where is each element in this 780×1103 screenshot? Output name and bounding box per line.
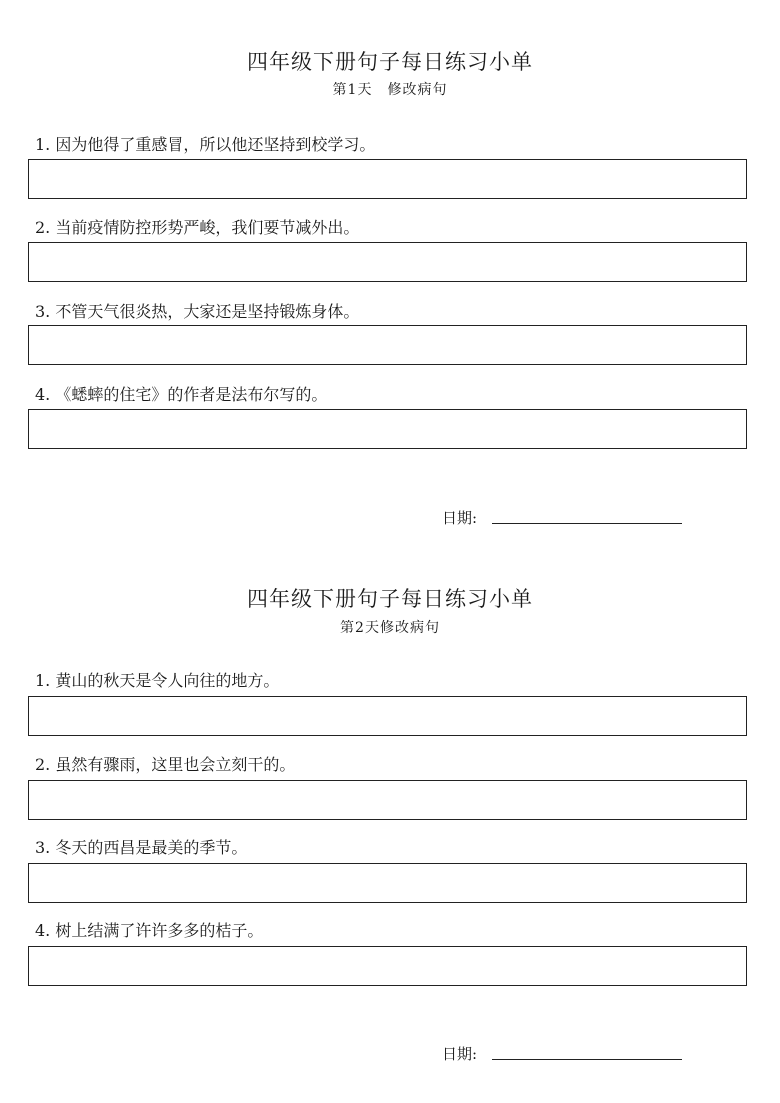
date-input-line[interactable] bbox=[492, 506, 682, 524]
question-3-text: 3. 冬天的西昌是最美的季节。 bbox=[35, 838, 248, 857]
answer-box-4[interactable] bbox=[28, 409, 747, 449]
question-2-text: 2. 虽然有骤雨，这里也会立刻干的。 bbox=[35, 755, 296, 774]
question-1-text: 1. 因为他得了重感冒，所以他还坚持到校学习。 bbox=[35, 135, 376, 154]
answer-box-3[interactable] bbox=[28, 863, 747, 903]
answer-box-2[interactable] bbox=[28, 242, 747, 282]
answer-box-3[interactable] bbox=[28, 325, 747, 365]
sheet-title: 四年级下册句子每日练习小单 bbox=[247, 587, 533, 611]
sheet-title: 四年级下册句子每日练习小单 bbox=[247, 50, 533, 74]
date-label: 日期: bbox=[442, 1045, 478, 1063]
date-input-line[interactable] bbox=[492, 1042, 682, 1060]
answer-box-1[interactable] bbox=[28, 696, 747, 736]
answer-box-1[interactable] bbox=[28, 159, 747, 199]
answer-box-4[interactable] bbox=[28, 946, 747, 986]
answer-box-2[interactable] bbox=[28, 780, 747, 820]
date-label: 日期: bbox=[442, 509, 478, 527]
sheet-subtitle: 第2天修改病句 bbox=[340, 620, 440, 636]
question-1-text: 1. 黄山的秋天是令人向往的地方。 bbox=[35, 671, 280, 690]
question-4-text: 4. 树上结满了许许多多的桔子。 bbox=[35, 921, 264, 940]
question-3-text: 3. 不管天气很炎热，大家还是坚持锻炼身体。 bbox=[35, 302, 360, 321]
question-4-text: 4. 《蟋蟀的住宅》的作者是法布尔写的。 bbox=[35, 385, 328, 404]
question-2-text: 2. 当前疫情防控形势严峻，我们要节减外出。 bbox=[35, 218, 360, 237]
sheet-subtitle: 第1天 修改病句 bbox=[332, 82, 448, 98]
